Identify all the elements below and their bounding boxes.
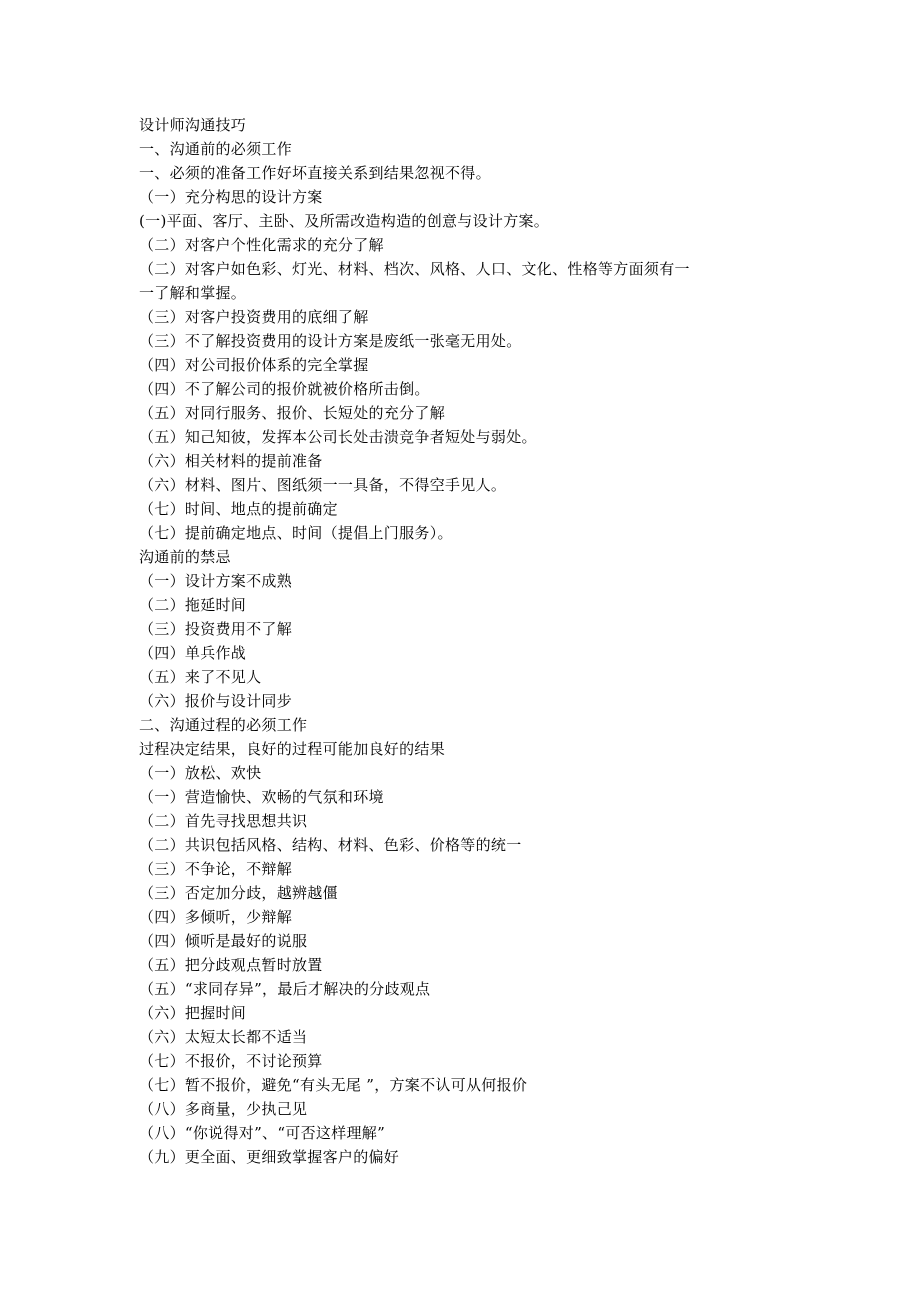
text-line: （七）提前确定地点、时间（提倡上门服务）。: [139, 524, 453, 542]
text-line: （六）报价与设计同步: [139, 692, 293, 710]
text-line: （七）不报价，不讨论预算: [139, 1052, 323, 1070]
text-line: （三）不争论，不辩解: [139, 860, 293, 878]
document-body: [139, 113, 799, 1169]
text-line: （六）把握时间: [139, 1004, 247, 1022]
text-line: (一)平面、客厅、主卧、及所需改造构造的创意与设计方案。: [139, 212, 550, 230]
text-line: （六）太短太长都不适当: [139, 1028, 308, 1046]
text-line: （一）设计方案不成熟: [139, 572, 293, 590]
text-line: （二）共识包括风格、结构、材料、色彩、价格等的统一: [139, 836, 522, 854]
text-line: （一）充分构思的设计方案: [139, 188, 323, 206]
text-line: （二）对客户个性化需求的充分了解: [139, 236, 384, 254]
text-line: （二）拖延时间: [139, 596, 247, 614]
text-line: （一）营造愉快、欢畅的气氛和环境: [139, 788, 384, 806]
text-line: （八）“你说得对”、“可否这样理解”: [139, 1124, 386, 1142]
text-line: 一、必须的准备工作好坏直接关系到结果忽视不得。: [139, 164, 491, 182]
section-heading: 沟通前的禁忌: [139, 548, 231, 566]
text-line: （六）相关材料的提前准备: [139, 452, 323, 470]
text-line: （九）更全面、更细致掌握客户的偏好: [139, 1148, 400, 1166]
text-line: （四）对公司报价体系的完全掌握: [139, 356, 369, 374]
text-line: （四）单兵作战: [139, 644, 247, 662]
document-title: 设计师沟通技巧: [139, 116, 247, 134]
text-line: 过程决定结果，良好的过程可能加良好的结果: [139, 740, 446, 758]
text-line: （四）多倾听，少辩解: [139, 908, 293, 926]
text-line: （四）不了解公司的报价就被价格所击倒。: [139, 380, 430, 398]
text-line: （三）对客户投资费用的底细了解: [139, 308, 369, 326]
text-line: （五）知己知彼，发挥本公司长处击溃竞争者短处与弱处。: [139, 428, 537, 446]
text-line: （六）材料、图片、图纸须一一具备，不得空手见人。: [139, 476, 507, 494]
text-line: （五）来了不见人: [139, 668, 262, 686]
text-line: 一了解和掌握。: [139, 284, 247, 302]
text-line: 一、沟通前的必须工作: [139, 140, 293, 158]
text-line: （七）时间、地点的提前确定: [139, 500, 338, 518]
text-line: （三）否定加分歧，越辨越僵: [139, 884, 338, 902]
text-line: （一）放松、欢快: [139, 764, 262, 782]
text-line: （八）多商量，少执己见: [139, 1100, 308, 1118]
text-line: （三）投资费用不了解: [139, 620, 293, 638]
text-line: （五）“求同存异”，最后才解决的分歧观点: [139, 980, 431, 998]
text-line: （五）对同行服务、报价、长短处的充分了解: [139, 404, 446, 422]
text-line: （三）不了解投资费用的设计方案是废纸一张毫无用处。: [139, 332, 522, 350]
section-heading: 二、沟通过程的必须工作: [139, 716, 308, 734]
text-line: （二）对客户如色彩、灯光、材料、档次、风格、人口、文化、性格等方面须有一: [139, 260, 690, 278]
text-line: （二）首先寻找思想共识: [139, 812, 308, 830]
text-line: （七）暂不报价，避免“有头无尾 ”，方案不认可从何报价: [139, 1076, 528, 1094]
text-line: （五）把分歧观点暂时放置: [139, 956, 323, 974]
text-line: （四）倾听是最好的说服: [139, 932, 308, 950]
